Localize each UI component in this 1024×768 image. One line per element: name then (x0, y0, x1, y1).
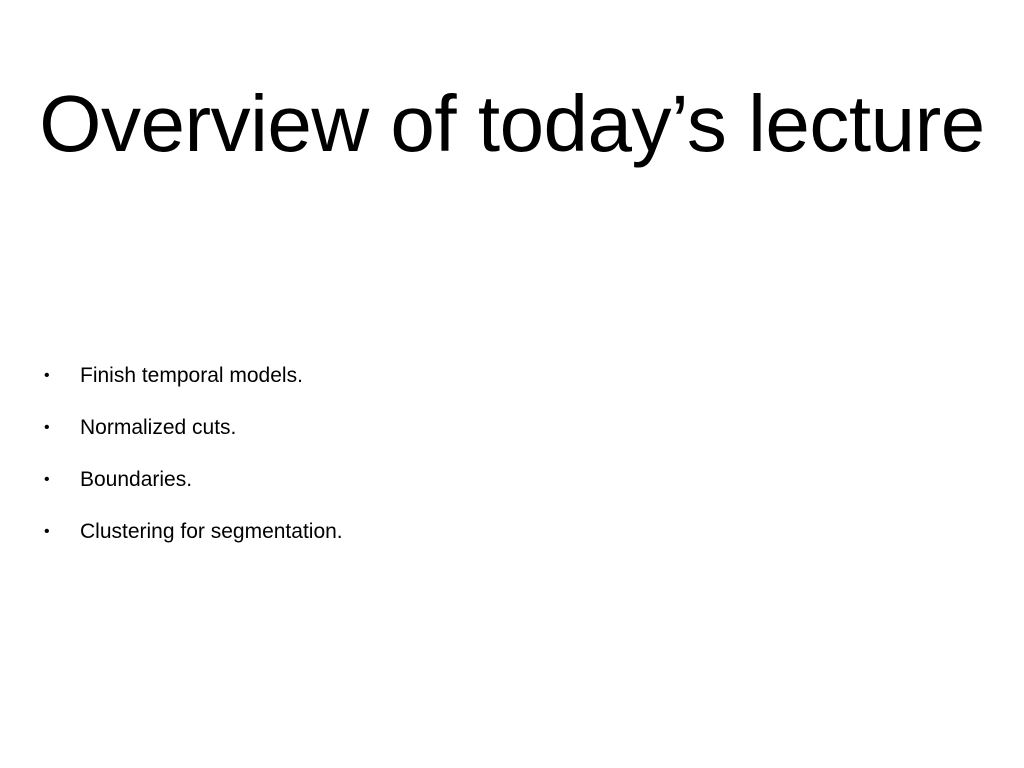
bullet-text: Finish temporal models. (80, 364, 303, 387)
bullet-icon: • (44, 471, 50, 488)
bullet-icon: • (44, 523, 50, 540)
bullet-text: Clustering for segmentation. (80, 520, 343, 543)
bullet-list (44, 361, 343, 569)
slide-title: Overview of today’s lecture (39, 79, 985, 168)
list-item (44, 517, 343, 547)
bullet-text: Normalized cuts. (80, 416, 237, 439)
bullet-text: Boundaries. (80, 468, 193, 491)
bullet-icon: • (44, 367, 50, 384)
list-item (44, 413, 343, 443)
list-item (44, 361, 343, 391)
bullet-icon: • (44, 419, 50, 436)
list-item (44, 465, 343, 495)
